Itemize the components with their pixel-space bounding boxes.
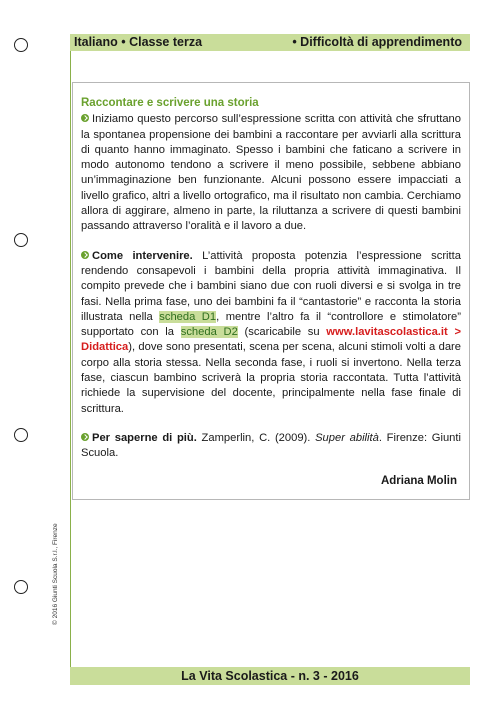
header-topic: • Difficoltà di apprendimento bbox=[292, 35, 462, 49]
p2-text-1: L’attività proposta potenzia l’espressione scritta rendendo consapevoli i bambini della propria attività immaginativa. Il compito prevede che i bambini siano due con ruoli diversi e si svolga in tre fasi. Nella prima fase, uno dei bambini fa il “cantastorie” e racconta la storia illustrata nella bbox=[81, 249, 461, 323]
scheda-d1-link[interactable]: scheda D1 bbox=[159, 310, 217, 323]
book-title: Super abilità bbox=[315, 431, 379, 444]
p2-text-4: ), dove sono presentati, scena per scena, alcuni stimoli volti a dare corpo alla storia stessa. Nella seconda fase, i ruoli si invertono. Nella terza fase, ciascun bambino scriverà la propria storia raccontata. Tutta l’attività richiede la supervisione del docente, principalmente nella fase finale di scrittura. bbox=[81, 341, 461, 415]
scheda-d2-link[interactable]: scheda D2 bbox=[180, 326, 238, 339]
paragraph-intro bbox=[81, 112, 461, 234]
paragraph-reference bbox=[81, 431, 461, 462]
author-name: Adriana Molin bbox=[380, 474, 457, 487]
header-subject: Italiano • Classe terza bbox=[74, 35, 203, 49]
copyright-notice: © 2016 Giunti Scuola S.r.l., Firenze bbox=[52, 523, 59, 625]
arrow-bullet-icon bbox=[81, 114, 89, 122]
binder-hole-2 bbox=[14, 233, 28, 247]
binder-hole-4 bbox=[14, 580, 28, 594]
intro-text: Iniziamo questo percorso sull’espressione scritta con attività che sfruttano la spontanea propensione dei bambini a raccontare per avviarli alla scrittura di quanto hanno immaginato. Spesso i bambini che faticano a scrivere in modo autonomo tendono a scrivere il meno possibile, sebbene abbiano un’immaginazione ben funzionante. Alcuni possono essere impacciati a livello grafico, altri a livello ortografico, ma il risultato non cambia. Cerchiamo allora di aggirare, almeno in parte, la riluttanza a scrivere di questi bambini passando attraverso l’oralità e il lavoro a due. bbox=[81, 113, 461, 233]
p2-text-2: , mentre l’altro fa il “controllore e stimolatore” supportato con la bbox=[81, 310, 461, 339]
binder-hole-3 bbox=[14, 428, 28, 442]
page-footer: La Vita Scolastica - n. 3 - 2016 bbox=[70, 667, 470, 685]
arrow-bullet-icon bbox=[81, 433, 89, 441]
reference-lead: Per saperne di più. bbox=[92, 431, 197, 444]
page-header bbox=[70, 34, 470, 51]
reference-text-2: . Firenze: Giunti Scuola. bbox=[81, 431, 461, 460]
website-link[interactable]: www.lavitascolastica.it > Didattica bbox=[81, 326, 461, 354]
margin-rule bbox=[70, 51, 71, 667]
article-body bbox=[81, 96, 461, 489]
p2-text-3: (scaricabile su bbox=[237, 326, 327, 339]
reference-text-1: Zamperlin, C. (2009). bbox=[196, 431, 316, 444]
binder-hole-1 bbox=[14, 38, 28, 52]
section-title: Raccontare e scrivere una storia bbox=[81, 97, 259, 109]
arrow-bullet-icon bbox=[81, 251, 89, 259]
come-intervenire-lead: Come intervenire. bbox=[92, 249, 193, 262]
paragraph-come-intervenire bbox=[81, 249, 461, 417]
